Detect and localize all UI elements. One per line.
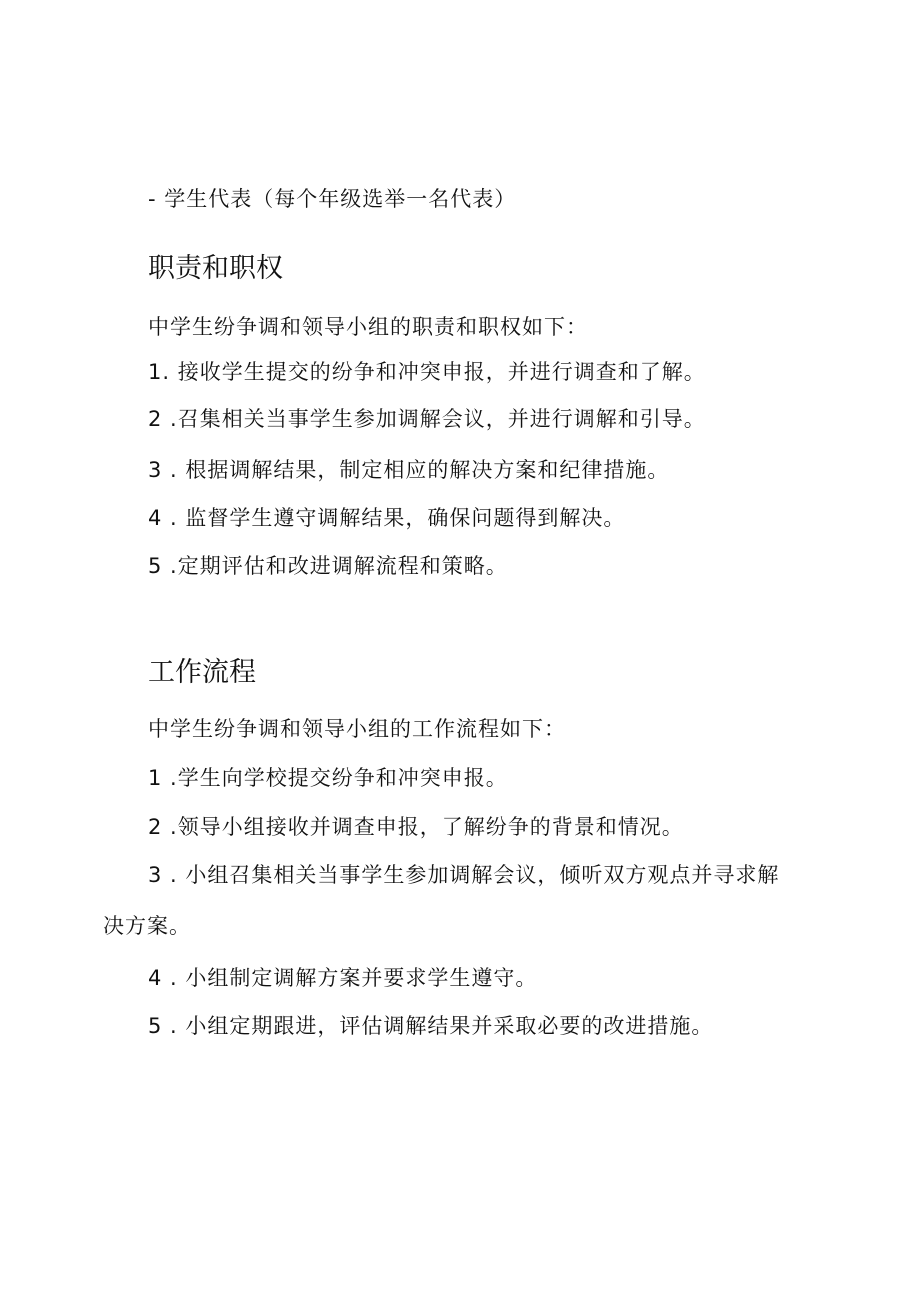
- workflow-item-2: 2 .领导小组接收并调查申报，了解纷争的背景和情况。: [148, 815, 684, 839]
- duty-item-2: 2 .召集相关当事学生参加调解会议，并进行调解和引导。: [148, 407, 706, 431]
- duty-item-1: 1. 接收学生提交的纷争和冲突申报，并进行调查和了解。: [148, 360, 706, 384]
- list-item-student-representative: - 学生代表（每个年级选举一名代表）: [148, 187, 517, 211]
- section-intro-workflow: 中学生纷争调和领导小组的工作流程如下：: [148, 717, 566, 741]
- workflow-item-5: 5 . 小组定期跟进，评估调解结果并采取必要的改进措施。: [148, 1014, 714, 1038]
- workflow-item-1: 1 .学生向学校提交纷争和冲突申报。: [148, 766, 508, 790]
- workflow-item-3-continued: 决方案。: [103, 914, 191, 938]
- section-intro-duties: 中学生纷争调和领导小组的职责和职权如下：: [148, 315, 588, 339]
- duty-item-3: 3 . 根据调解结果，制定相应的解决方案和纪律措施。: [148, 458, 670, 482]
- section-heading-duties: 职责和职权: [148, 253, 283, 284]
- workflow-item-4: 4 . 小组制定调解方案并要求学生遵守。: [148, 966, 538, 990]
- workflow-item-3: 3 . 小组召集相关当事学生参加调解会议，倾听双方观点并寻求解: [148, 863, 780, 887]
- duty-item-5: 5 .定期评估和改进调解流程和策略。: [148, 554, 508, 578]
- duty-item-4: 4 . 监督学生遵守调解结果，确保问题得到解决。: [148, 506, 626, 530]
- section-heading-workflow: 工作流程: [148, 657, 256, 688]
